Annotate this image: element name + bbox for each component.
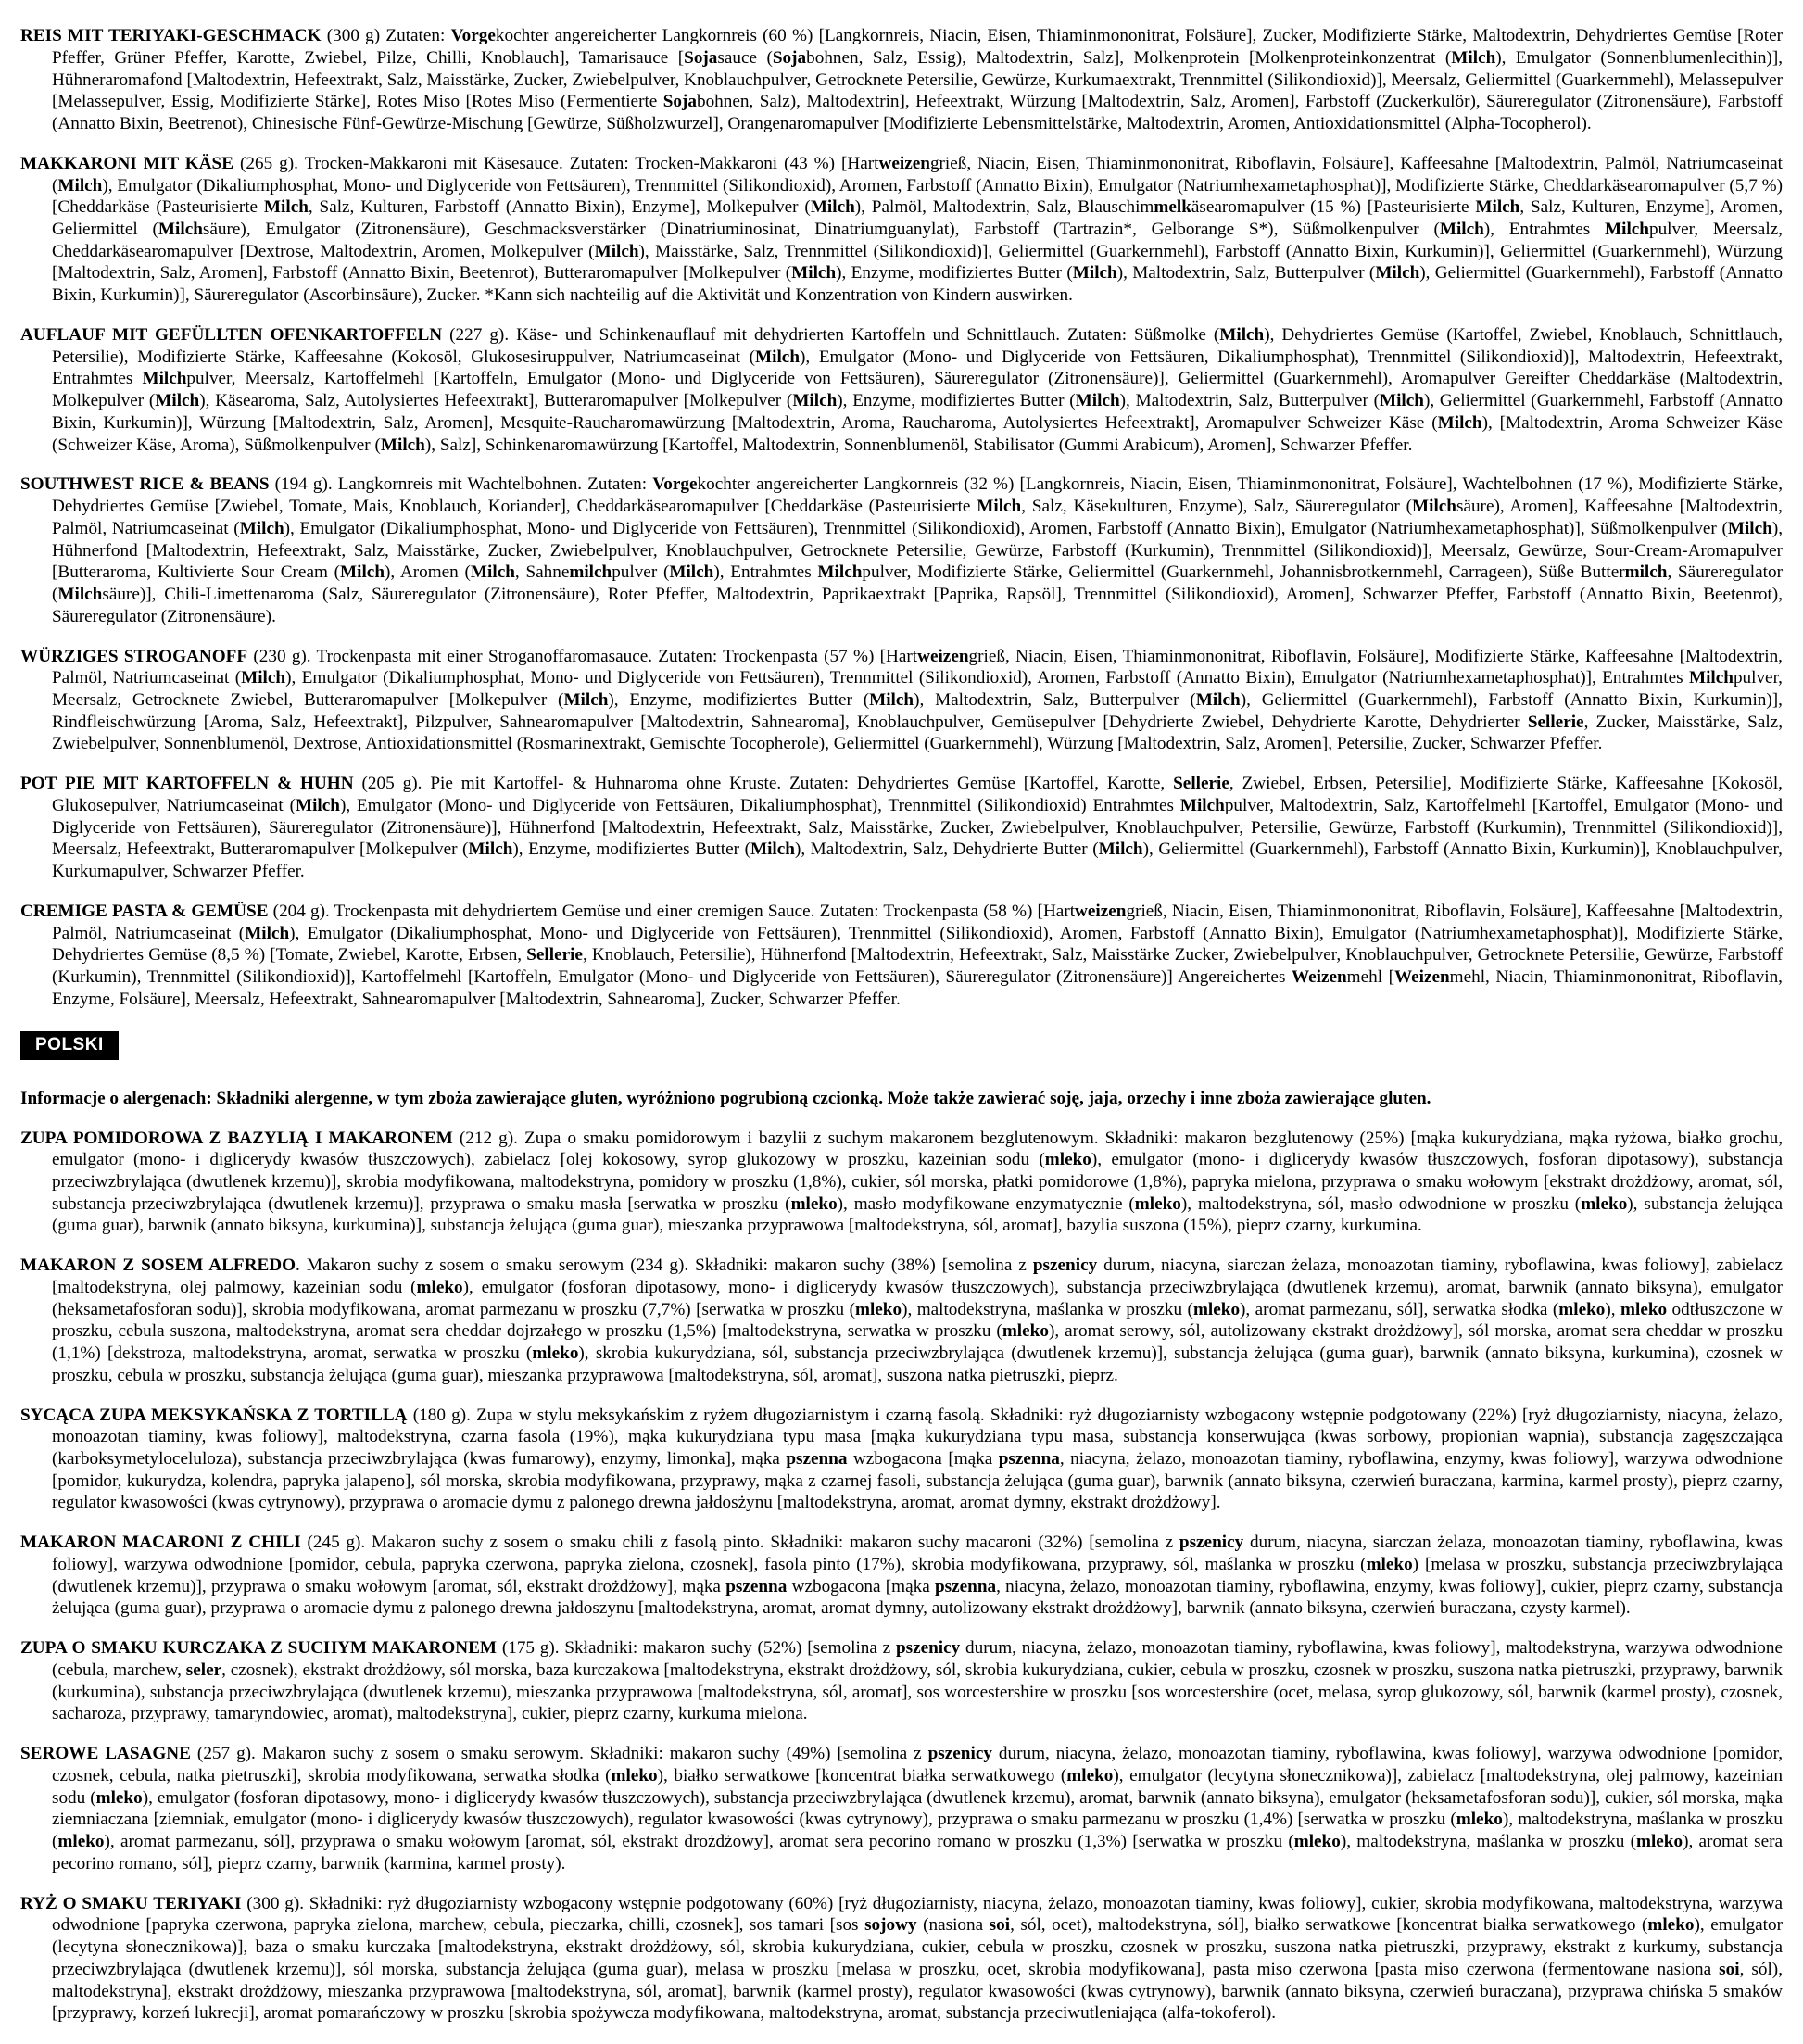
ingredient-entry [20, 1128, 1783, 1238]
product-name: CREMIGE PASTA & GEMÜSE [20, 901, 269, 921]
product-name: SYCĄCA ZUPA MEKSYKAŃSKA Z TORTILLĄ [20, 1405, 408, 1425]
ingredient-entry [20, 1255, 1783, 1386]
product-ingredients: (265 g). Trocken-Makkaroni mit Käsesauce. Zutaten: Trocken-Makkaroni (43 %) [Hartweizengrieß, Niacin, Eisen, Thiaminmononitrat, Riboflavin, Folsäure], Kaffeesahne [Maltodextrin, Palmöl, Natriumcaseinat (Milch), Emulgator (Dikaliumphosphat, Mono- und Diglyceride von Fettsäuren), Trennmittel (Silikondioxid), Aromen, Farbstoff (Annatto Bixin), Emulgator (Natriumhexametaphosphat)], Modifizierte Stärke, Cheddarkäsearomapulver (5,7 %) [Cheddarkäse (Pasteurisierte Milch, Salz, Kulturen, Farbstoff (Annatto Bixin), Enzyme], Molkepulver (Milch), Palmöl, Maltodextrin, Salz, Blauschimmelkäsearomapulver (15 %) [Pasteurisierte Milch, Salz, Kulturen, Enzyme], Aromen, Geliermittel (Milchsäure), Emulgator (Zitronensäure), Geschmacksverstärker (Dinatriuminosinat, Dinatriumguanylat), Farbstoff (Tartrazin*, Gelborange S*), Süßmolkenpulver (Milch), Entrahmtes Milchpulver, Meersalz, Cheddarkäsearomapulver [Dextrose, Maltodextrin, Aromen, Molkepulver (Milch), Maisstärke, Salz, Trennmittel (Silikondioxid)], Geliermittel (Guarkernmehl), Farbstoff (Annatto Bixin, Kurkumin)], Geliermittel (Guarkernmehl), Würzung [Maltodextrin, Salz, Aromen], Farbstoff (Annatto Bixin, Beetenrot), Butteraromapulver [Molkepulver (Milch), Enzyme, modifiziertes Butter (Milch), Maltodextrin, Salz, Butterpulver (Milch), Geliermittel (Guarkernmehl), Farbstoff (Annatto Bixin, Kurkumin)], Säureregulator (Ascorbinsäure), Zucker. *Kann sich nachteilig auf die Aktivität und Konzentration von Kindern auswirken. [52, 153, 1784, 306]
product-ingredients: (300 g) Zutaten: Vorgekochter angereicherter Langkornreis (60 %) [Langkornreis, Niacin, Eisen, Thiaminmononitrat, Folsäure], Zucker, Modifizierte Stärke, Maltodextrin, Dehydriertes Gemüse [Roter Pfeffer, Grüner Pfeffer, Karotte, Zwiebel, Pilze, Chilli, Knoblauch], Tamarisauce [Sojasauce (Sojabohnen, Salz, Essig), Maltodextrin, Salz], Molkenprotein [Molkenproteinkonzentrat (Milch), Emulgator (Sonnenblumenlecithin)], Hühneraromafond [Maltodextrin, Hefeextrakt, Salz, Maisstärke, Zucker, Zwiebelpulver, Knoblauchpulver, Getrocknete Petersilie, Gewürze, Kurkumaextrakt, Trennmittel (Silikondioxid)], Meersalz, Geliermittel (Guarkernmehl), Melassepulver [Melassepulver, Essig, Modifizierte Stärke], Rotes Miso [Rotes Miso (Fermentierte Sojabohnen, Salz), Maltodextrin], Hefeextrakt, Würzung [Maltodextrin, Salz, Aromen], Farbstoff (Zuckerkulör), Säureregulator (Zitronensäure), Farbstoff (Annatto Bixin, Beetrenot), Chinesische Fünf-Gewürze-Mischung [Gewürze, Süßholzwurzel], Orangenaromapulver [Modifizierte Lebensmittelstärke, Maltodextrin, Aromen, Antioxidationsmittel (Alpha-Tocopherol). [52, 26, 1783, 133]
product-ingredients: (205 g). Pie mit Kartoffel- & Huhnaroma ohne Kruste. Zutaten: Dehydriertes Gemüse [Kartoffel, Karotte, Sellerie, Zwiebel, Erbsen, Petersilie], Modifizierte Stärke, Kaffeesahne [Kokosöl, Glukosepulver, Natriumcaseinat (Milch), Emulgator (Mono- und Diglyceride von Fettsäuren, Dikaliumphosphat), Trennmittel (Silikondioxid) Entrahmtes Milchpulver, Maltodextrin, Salz, Kartoffelmehl [Kartoffel, Emulgator (Mono- und Diglyceride von Fettsäuren), Säureregulator (Zitronensäure)], Hühnerfond [Maltodextrin, Hefeextrakt, Salz, Maisstärke, Zucker, Zwiebelpulver, Knoblauchpulver, Petersilie, Gewürze, Farbstoff (Kurkumin), Trennmittel (Silikondioxid)], Meersalz, Hefeextrakt, Butteraromapulver [Molkepulver (Milch), Enzyme, modifiziertes Butter (Milch), Maltodextrin, Salz, Dehydrierte Butter (Milch), Geliermittel (Guarkernmehl), Farbstoff (Annatto Bixin, Kurkumin)], Knoblauchpulver, Kurkumapulver, Schwarzer Pfeffer. [52, 774, 1783, 882]
allergen-note: Informacje o alergenach: Składniki alergenne, w tym zboża zawierające gluten, wyróżniono pogrubioną czcionką. Może także zawierać soję, jaja, orzechy i inne zboża zawierające gluten. [20, 1088, 1431, 1108]
section-german [20, 25, 1783, 1010]
product-ingredients: (175 g). Składniki: makaron suchy (52%) [semolina z pszenicy durum, niacyna, żelazo, monoazotan tiaminy, ryboflawina, kwas foliowy], maltodekstryna, warzywa odwodnione (cebula, marchew, seler, czosnek), ekstrakt drożdżowy, sól morska, baza kurczakowa [maltodekstryna, ekstrakt drożdżowy, sól, skrobia kukurydziana, cukier, cebula w proszku, czosnek w proszku, suszona natka pietruszki, przyprawy, barwnik (kurkumina), substancja przeciwzbrylająca (dwutlenek krzemu), mieszanka przyprawowa [maltodekstryna, sól, aromat], sos worcestershire w proszku [sos worcestershire (ocet, melasa, syrop glukozowy, sól, barwnik (karmel prosty), czosnek, sacharoza, przyprawy, tamaryndowiec, aromat), maltodekstryna], cukier, pieprz czarny, kurkuma mielona. [52, 1638, 1784, 1724]
ingredient-entry [20, 1405, 1783, 1515]
product-name: REIS MIT TERIYAKI-GESCHMACK [20, 26, 322, 46]
product-ingredients: (300 g). Składniki: ryż długoziarnisty wzbogacony wstępnie podgotowany (60%) [ryż długoziarnisty, niacyna, żelazo, monoazotan tiaminy, kwas foliowy], cukier, skrobia modyfikowana, maltodekstryna, warzywa odwodnione [papryka czerwona, papryka zielona, marchew, cebula, pieczarka, chilli, czosnek], sos tamari [sos sojowy (nasiona soi, sól, ocet), maltodekstryna, sól], białko serwatkowe [koncentrat białka serwatkowego (mleko), emulgator (lecytyna słonecznikowa)], baza o smaku kurczaka [maltodekstryna, ekstrakt drożdżowy, sól, skrobia kukurydziana, cukier, cebula w proszku, czosnek w proszku, suszona natka pietruszki, przyprawy, ekstrakt z kurkumy, substancja przeciwzbrylająca (dwutlenek krzemu)], sól morska, substancja żelująca (guma guar), melasa w proszku [melasa w proszku, ocet, skrobia modyfikowana], pasta miso czerwona [pasta miso czerwona (fermentowane nasiona soi, sól), maltodekstryna], ekstrakt drożdżowy, mieszanka przyprawowa [maltodekstryna, sól, aromat], barwnik (karmel prosty), regulator kwasowości (kwas cytrynowy), barwnik (annato biksyna, czerwień buraczana), przyprawa chińska 5 smaków [przyprawy, korzeń lukrecji], aromat pomarańczowy w proszku [skrobia spożywcza modyfikowana, maltodekstryna, aromat, substancja przeciwutleniająca (alfa-tokoferol). [52, 1893, 1783, 2024]
product-ingredients: (257 g). Makaron suchy z sosem o smaku serowym. Składniki: makaron suchy (49%) [semolina z pszenicy durum, niacyna, żelazo, monoazotan tiaminy, ryboflawina, kwas foliowy], warzywa odwodnione [pomidor, czosnek, cebula, natka pietruszki], skrobia modyfikowana, serwatka słodka (mleko), białko serwatkowe [koncentrat białka serwatkowego (mleko), emulgator (lecytyna słonecznikowa)], zabielacz [maltodekstryna, olej palmowy, kazeinian sodu (mleko), emulgator (fosforan dipotasowy, mono- i diglicerydy kwasów tłuszczowych), substancja przeciwzbrylająca (dwutlenek krzemu), aromat, barwnik (annato biksyna), emulgator (heksametafosforan sodu)], cukier, sól morska, mąka ziemniaczana [ziemniak, emulgator (mono- i diglicerydy kwasów tłuszczowych), regulator kwasowości (kwas cytrynowy), przyprawa o smaku parmezanu w proszku (1,4%) [serwatka w proszku (mleko), maltodekstryna, maślanka w proszku (mleko), aromat parmezanu, sól], przyprawa o smaku wołowym [aromat, sól, ekstrakt drożdżowy], aromat sera pecorino romano w proszku (1,3%) [serwatka w proszku (mleko), maltodekstryna, maślanka w proszku (mleko), aromat sera pecorino romano, sól], pieprz czarny, barwnik (karmina, karmel prosty). [52, 1744, 1784, 1874]
ingredient-entry [20, 473, 1783, 627]
ingredient-entry [20, 1532, 1783, 1620]
product-ingredients: (204 g). Trockenpasta mit dehydriertem Gemüse und einer cremigen Sauce. Zutaten: Trockenpasta (58 %) [Hartweizengrieß, Niacin, Eisen, Thiaminmononitrat, Riboflavin, Folsäure], Kaffeesahne [Maltodextrin, Palmöl, Natriumcaseinat (Milch), Emulgator (Dikaliumphosphat, Mono- und Diglyceride von Fettsäuren), Trennmittel (Silikondioxid), Aromen, Farbstoff (Annatto Bixin), Emulgator (Natriumhexametaphosphat)], Modifizierte Stärke, Dehydriertes Gemüse (8,5 %) [Tomate, Zwiebel, Karotte, Erbsen, Sellerie, Knoblauch, Petersilie), Hühnerfond [Maltodextrin, Hefeextrakt, Salz, Maisstärke Zucker, Zwiebelpulver, Knoblauchpulver, Getrocknete Petersilie, Gewürze, Farbstoff (Kurkumin), Trennmittel (Silikondioxid)], Kartoffelmehl [Kartoffeln, Emulgator (Mono- und Diglyceride von Fettsäuren), Säureregulator (Zitronensäure)] Angereichertes Weizenmehl [Weizenmehl, Niacin, Thiaminmononitrat, Riboflavin, Enzyme, Folsäure], Meersalz, Hefeextrakt, Sahnearomapulver [Maltodextrin, Sahnearoma], Zucker, Schwarzer Pfeffer. [52, 901, 1784, 1009]
product-name: AUFLAUF MIT GEFÜLLTEN OFENKARTOFFELN [20, 325, 443, 345]
product-name: MAKARON Z SOSEM ALFREDO [20, 1255, 296, 1276]
product-ingredients: (194 g). Langkornreis mit Wachtelbohnen. Zutaten: Vorgekochter angereicherter Langkornreis (32 %) [Langkornreis, Niacin, Eisen, Thiaminmononitrat, Folsäure], Wachtelbohnen (17 %), Modifizierte Stärke, Dehydriertes Gemüse [Zwiebel, Tomate, Mais, Knoblauch, Koriander], Cheddarkäsearomapulver [Cheddarkäse (Pasteurisierte Milch, Salz, Käsekulturen, Enzyme), Salz, Säureregulator (Milchsäure), Aromen], Kaffeesahne [Maltodextrin, Palmöl, Natriumcaseinat (Milch), Emulgator (Dikaliumphosphat, Mono- und Diglyceride von Fettsäuren), Trennmittel (Silikondioxid), Aromen, Farbstoff (Annatto Bixin), Emulgator (Natriumhexametaphosphat)], Süßmolkenpulver (Milch), Hühnerfond [Maltodextrin, Hefeextrakt, Salz, Maisstärke, Zucker, Zwiebelpulver, Knoblauchpulver, Getrocknete Petersilie, Gewürze, Farbstoff (Kurkumin), Trennmittel (Silikondioxid)], Meersalz, Gewürze, Sour-Cream-Aromapulver [Butteraroma, Kultivierte Sour Cream (Milch), Aromen (Milch, Sahnemilchpulver (Milch), Entrahmtes Milchpulver, Modifizierte Stärke, Geliermittel (Guarkernmehl, Johannisbrotkernmehl, Carrageen), Süße Buttermilch, Säureregulator (Milchsäure)], Chili-Limettenaroma (Salz, Säureregulator (Zitronensäure), Roter Pfeffer, Maltodextrin, Paprikaextrakt [Paprika, Rapsöl], Trennmittel (Silikondioxid), Aromen], Schwarzer Pfeffer, Farbstoff (Annatto Bixin, Beetenrot), Säureregulator (Zitronensäure). [52, 474, 1783, 626]
ingredient-entry [20, 153, 1783, 307]
product-name: ZUPA POMIDOROWA Z BAZYLIĄ I MAKARONEM [20, 1128, 453, 1148]
product-name: SEROWE LASAGNE [20, 1744, 191, 1764]
ingredient-entry [20, 1637, 1783, 1725]
product-name: WÜRZIGES STROGANOFF [20, 646, 248, 666]
product-name: MAKARON MACARONI Z CHILI [20, 1533, 301, 1553]
product-name: RYŻ O SMAKU TERIYAKI [20, 1893, 242, 1913]
section-polish [20, 1011, 1783, 2025]
product-name: MAKKARONI MIT KÄSE [20, 153, 234, 173]
product-name: POT PIE MIT KARTOFFELN & HUHN [20, 774, 354, 794]
ingredient-entry [20, 1893, 1783, 2025]
product-ingredients: (227 g). Käse- und Schinkenauflauf mit dehydrierten Kartoffeln und Schnittlauch. Zutaten: Süßmolke (Milch), Dehydriertes Gemüse (Kartoffel, Zwiebel, Knoblauch, Schnittlauch, Petersilie), Modifizierte Stärke, Kaffeesahne (Kokosöl, Glukosesiruppulver, Natriumcaseinat (Milch), Emulgator (Mono- und Diglyceride von Fettsäuren, Dikaliumphosphat), Trennmittel (Silikondioxid)], Maltodextrin, Hefeextrakt, Entrahmtes Milchpulver, Meersalz, Kartoffelmehl [Kartoffeln, Emulgator (Mono- und Diglyceride von Fettsäuren), Säureregulator (Zitronensäure)], Geliermittel (Guarkernmehl), Aromapulver Gereifter Cheddarkäse (Maltodextrin, Molkepulver (Milch), Käsearoma, Salz, Autolysiertes Hefeextrakt], Butteraromapulver [Molkepulver (Milch), Enzyme, modifiziertes Butter (Milch), Maltodextrin, Salz, Butterpulver (Milch), Geliermittel (Guarkernmehl, Farbstoff (Annatto Bixin, Kurkumin)], Würzung [Maltodextrin, Salz, Aromen], Mesquite-Raucharomawürzung [Maltodextrin, Aroma, Raucharoma, Autolysiertes Hefeextrakt], Aromapulver Schweizer Käse (Milch), [Maltodextrin, Aroma Schweizer Käse (Schweizer Käse, Aroma), Süßmolkenpulver (Milch), Salz], Schinkenaromawürzung [Kartoffel, Maltodextrin, Sonnenblumenöl, Stabilisator (Gummi Arabicum), Aromen], Schwarzer Pfeffer. [52, 325, 1784, 455]
product-name: ZUPA O SMAKU KURCZAKA Z SUCHYM MAKARONEM [20, 1638, 498, 1659]
ingredient-entry [20, 324, 1783, 456]
language-heading-polski: POLSKI [20, 1031, 119, 1060]
ingredient-entry [20, 25, 1783, 135]
ingredient-entry [20, 1743, 1783, 1874]
product-name: SOUTHWEST RICE & BEANS [20, 474, 270, 495]
ingredient-entry [20, 773, 1783, 883]
product-ingredients: (212 g). Zupa o smaku pomidorowym i bazylii z suchym makaronem bezglutenowym. Składniki: makaron bezglutenowy (25%) [mąka kukurydziana, mąka ryżowa, białko grochu, emulgator (mono- i diglicerydy kwasów tłuszczowych), zabielacz [olej kokosowy, syrop glukozowy w proszku, kazeinian sodu (mleko), emulgator (mono- i diglicerydy kwasów tłuszczowych, fosforan dipotasowy), substancja przeciwzbrylająca (dwutlenek krzemu)], skrobia modyfikowana, maltodekstryna, pomidory w proszku (1,8%), cukier, sól morska, płatki pomidorowe (1,8%), papryka mielona, przyprawa o smaku wołowym [ekstrakt drożdżowy, aromat, sól, substancja przeciwzbrylająca (dwutlenek krzemu)], przyprawa o smaku masła [serwatka w proszku (mleko), masło modyfikowane enzymatycznie (mleko), maltodekstryna, sól, masło odwodnione w proszku (mleko), substancja żelująca (guma guar), barwnik (annato biksyna, kurkumina)], substancja żelująca (guma guar), mieszanka przyprawowa [maltodekstryna, sól, aromat], bazylia suszona (15%), pieprz czarny, kurkumina. [52, 1128, 1784, 1236]
product-ingredients: . Makaron suchy z sosem o smaku serowym (234 g). Składniki: makaron suchy (38%) [semolina z pszenicy durum, niacyna, siarczan żelaza, monoazotan tiaminy, ryboflawina, kwas foliowy], zabielacz [maltodekstryna, olej palmowy, kazeinian sodu (mleko), emulgator (fosforan dipotasowy, mono- i diglicerydy kwasów tłuszczowych), substancja przeciwzbrylająca (dwutlenek krzemu), aromat, barwnik (annato biksyna), emulgator (heksametafosforan sodu)], skrobia modyfikowana, aromat parmezanu w proszku (7,7%) [serwatka w proszku (mleko), maltodekstryna, maślanka w proszku (mleko), aromat parmezanu, sól], serwatka słodka (mleko), mleko odtłuszczone w proszku, cebula suszona, maltodekstryna, aromat sera cheddar dojrzałego w proszku (1,5%) [maltodekstryna, serwatka w proszku (mleko), aromat serowy, sól, autolizowany ekstrakt drożdżowy], sól morska, aromat sera cheddar w proszku (1,1%) [dekstroza, maltodekstryna, aromat, serwatka w proszku (mleko), skrobia kukurydziana, sól, substancja przeciwzbrylająca (dwutlenek krzemu)], substancja żelująca (guma guar), barwnik (annato biksyna, kurkumina), czosnek w proszku, cebula w proszku, substancja żelująca (guma guar), mieszanka przyprawowa [maltodekstryna, sól, aromat], suszona natka pietruszki, pieprz. [52, 1255, 1783, 1385]
product-ingredients: (245 g). Makaron suchy z sosem o smaku chili z fasolą pinto. Składniki: makaron suchy macaroni (32%) [semolina z pszenicy durum, niacyna, siarczan żelaza, monoazotan tiaminy, ryboflawina, kwas foliowy], warzywa odwodnione [pomidor, cebula, papryka czerwona, papryka zielona, czosnek], fasola pinto (17%), skrobia modyfikowana, przyprawy, sól, maślanka w proszku (mleko) [melasa w proszku, substancja przeciwzbrylająca (dwutlenek krzemu)], przyprawa o smaku wołowym [aromat, sól, ekstrakt drożdżowy], mąka pszenna wzbogacona [mąka pszenna, niacyna, żelazo, monoazotan tiaminy, ryboflawina, enzymy, kwas foliowy], cukier, pieprz czarny, substancja żelująca (guma guar), przyprawa o aromacie dymu z palonego drewna jałdoszynu [maltodekstryna, aromat, aromat dymny, autolizowany ekstrakt drożdżowy], barwnik (annato biksyna, czerwień buraczana, czysty karmel). [52, 1533, 1784, 1619]
ingredient-entry [20, 646, 1783, 756]
product-ingredients: (180 g). Zupa w stylu meksykańskim z ryżem długoziarnistym i czarną fasolą. Składniki: ryż długoziarnisty wzbogacony wstępnie podgotowany (22%) [ryż długoziarnisty, niacyna, żelazo, monoazotan tiaminy, kwas foliowy], maltodekstryna, czarna fasola (19%), mąka kukurydziana typu masa [mąka kukurydziana typu masa, substancja konserwująca (kwas sorbowy, propionian wapnia), substancja zagęszczająca (karboksymetyloceluloza), substancja przeciwzbrylająca (kwas fumarowy), enzymy, limonka], mąka pszenna wzbogacona [mąka pszenna, niacyna, żelazo, monoazotan tiaminy, ryboflawina, enzymy, kwas foliowy], warzywa odwodnione [pomidor, kukurydza, kolendra, papryka jalapeno], sól morska, skrobia modyfikowana, przyprawy, mąka z czarnej fasoli, substancja żelująca (guma guar), barwnik (annato biksyna, czerwień buraczana, karmina, karmel prosty), pieprz czarny, regulator kwasowości (kwas cytrynowy), przyprawa o aromacie dymu z palonego drewna jałdosżynu [maltodekstryna, aromat, aromat dymny, ekstrakt drożdżowy]. [52, 1405, 1784, 1513]
product-ingredients: (230 g). Trockenpasta mit einer Stroganoffaromasauce. Zutaten: Trockenpasta (57 %) [Hartweizengrieß, Niacin, Eisen, Thiaminmononitrat, Riboflavin, Folsäure], Modifizierte Stärke, Kaffeesahne [Maltodextrin, Palmöl, Natriumcaseinat (Milch), Emulgator (Dikaliumphosphat, Mono- und Diglyceride von Fettsäuren), Trennmittel (Silikondioxid), Aromen, Farbstoff (Annatto Bixin), Emulgator (Natriumhexametaphosphat)], Entrahmtes Milchpulver, Meersalz, Getrocknete Zwiebel, Butteraromapulver [Molkepulver (Milch), Enzyme, modifiziertes Butter (Milch), Maltodextrin, Salz, Butterpulver (Milch), Geliermittel (Guarkernmehl), Farbstoff (Annatto Bixin, Kurkumin)], Rindfleischwürzung [Aroma, Salz, Hefeextrakt], Pilzpulver, Sahnearomapulver [Maltodextrin, Sahnearoma], Knoblauchpulver, Gemüsepulver [Dehydrierte Zwiebel, Dehydrierte Karotte, Dehydrierter Sellerie, Zucker, Maisstärke, Salz, Zwiebelpulver, Sonnenblumenöl, Dextrose, Antioxidationsmittel (Rosmarinextrakt, Gemischte Tocopherole), Geliermittel (Guarkernmehl), Würzung [Maltodextrin, Salz, Aromen], Petersilie, Zucker, Schwarzer Pfeffer. [52, 646, 1783, 754]
ingredient-entry [20, 901, 1783, 1011]
